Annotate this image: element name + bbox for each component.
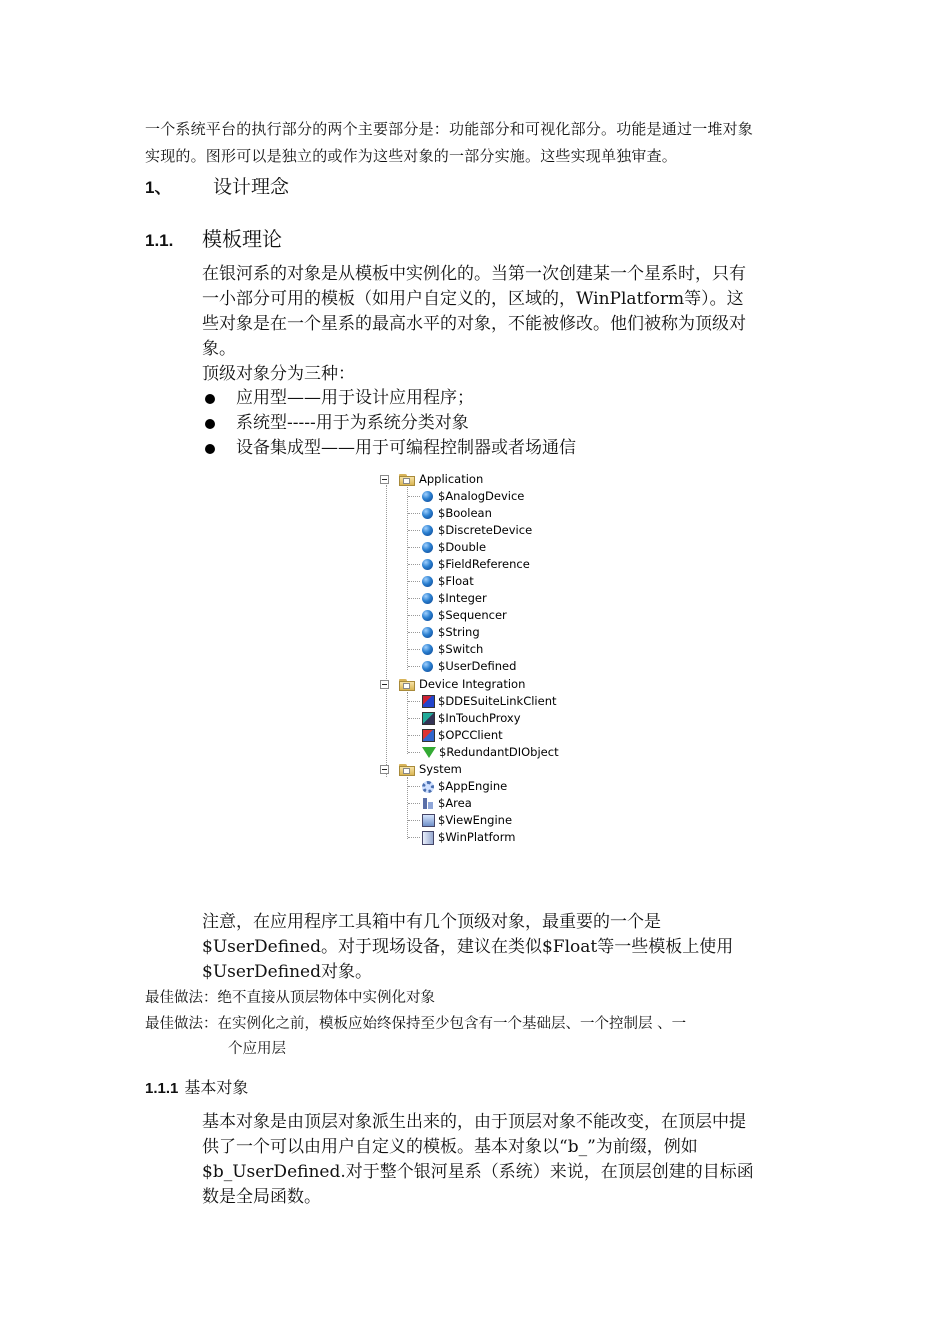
tree-item-label: $Area [438,796,472,810]
tree-item[interactable] [422,829,515,846]
sphere-icon [422,661,433,672]
tree-item[interactable] [422,795,472,812]
sphere-icon [422,610,433,621]
sphere-icon [422,559,433,570]
folder-icon [399,763,416,776]
paragraph-line: $b_UserDefined.对于整个银河星系（系统）来说，在顶层创建的目标函 [202,1162,754,1182]
tree-item-label: $ViewEngine [438,813,513,827]
tree-folder-label: System [419,762,462,776]
gear-icon [422,781,434,793]
base-objects-paragraph [202,1110,814,1210]
tree-item[interactable] [422,573,474,590]
best-practice-2-continued [228,1038,286,1061]
paragraph-line: 供了一个可以由用户自定义的模板。基本对象以“b_”为前缀，例如 [202,1137,698,1157]
paragraph-line: $UserDefined对象。 [202,962,372,982]
tree-folder-label: Application [419,472,484,486]
tree-item[interactable] [422,522,532,539]
tree-item[interactable] [422,488,524,505]
section-number: 1.1.1 [145,1080,179,1097]
folder-icon [399,473,416,486]
tree-item[interactable] [422,658,516,675]
tree-item[interactable] [422,727,503,744]
sphere-icon [422,627,433,638]
sphere-icon [422,542,433,553]
tree-item-label: $FieldReference [438,557,530,571]
note-paragraph [202,910,814,985]
intro-paragraph [145,116,815,170]
list-item-text: 设备集成型——用于可编程控制器或者场通信 [236,438,576,458]
sphere-icon [422,525,433,536]
tree-item-label: $Float [438,574,474,588]
intouch-icon [422,712,435,725]
tree-item[interactable] [422,505,492,522]
list-item [202,386,576,411]
sphere-icon [422,508,433,519]
tree-item[interactable] [422,812,512,829]
tree-item-label: $DDESuiteLinkClient [438,694,557,708]
best-practice-text: 绝不直接从顶层物体中实例化对象 [217,990,435,1006]
collapse-toggle-icon[interactable] [380,680,389,689]
bullet-icon [205,444,215,454]
area-icon [422,797,434,810]
tree-item-label: $String [438,625,480,639]
folder-icon [399,678,416,691]
intro-line: 一个系统平台的执行部分的两个主要部分是：功能部分和可视化部分。功能是通过一堆对象 [145,120,754,138]
list-item [202,436,576,461]
list-item [202,411,576,436]
view-engine-icon [422,814,435,827]
intro-line: 实现的。图形可以是独立的或作为这些对象的一部分实施。这些实现单独审查。 [145,147,678,165]
tree-folder-application[interactable] [380,471,483,488]
best-practice-text: 个应用层 [228,1041,286,1057]
section-number: 1.1. [145,231,174,250]
tree-connector [407,487,408,670]
tree-item-label: $InTouchProxy [438,711,521,725]
tree-item-label: $UserDefined [438,659,517,673]
tree-folder-device-integration[interactable] [380,676,525,693]
tree-item-label: $AnalogDevice [438,489,525,503]
platform-icon [422,831,434,845]
tree-item-label: $WinPlatform [438,830,516,844]
section-title: 模板理论 [202,227,282,251]
section-number: 1、 [145,178,172,197]
tree-item[interactable] [422,556,530,573]
best-practice-label: 最佳做法： [145,990,218,1006]
section-title: 基本对象 [184,1078,249,1097]
paragraph-line: 顶级对象分为三种： [202,364,355,384]
paragraph-line: 基本对象是由顶层对象派生出来的，由于顶层对象不能改变，在顶层中提 [202,1112,746,1132]
object-types-list [202,386,576,461]
tree-item-label: $AppEngine [438,779,508,793]
paragraph-line: 一小部分可用的模板（如用户自定义的，区域的，WinPlatform等）。这 [202,289,744,309]
template-theory-paragraph [202,262,814,387]
tree-folder-system[interactable] [380,761,462,778]
tree-item[interactable] [422,539,486,556]
tree-item-label: $Double [438,540,487,554]
tree-item-label: $Switch [438,642,484,656]
section-heading-1-1-1 [145,1075,248,1098]
tree-item[interactable] [422,624,480,641]
paragraph-line: 数是全局函数。 [202,1187,321,1207]
tree-item-label: $Integer [438,591,487,605]
dde-icon [422,695,435,708]
best-practice-text: 在实例化之前，模板应始终保持至少包含有一个基础层、一个控制层 、一 [217,1016,687,1032]
tree-folder-label: Device Integration [419,677,526,691]
best-practice-2 [145,1013,686,1036]
redundant-icon [422,747,436,758]
sphere-icon [422,576,433,587]
tree-connector [386,485,387,777]
template-toolbox-tree [380,470,580,850]
paragraph-line: 些对象是在一个星系的最高水平的对象，不能被修改。他们被称为顶级对 [202,314,746,334]
sphere-icon [422,593,433,604]
tree-item-label: $RedundantDIObject [439,745,559,759]
paragraph-line: 注意，在应用程序工具箱中有几个顶级对象，最重要的一个是 [202,912,661,932]
opc-icon [422,729,435,742]
sphere-icon [422,644,433,655]
best-practice-label: 最佳做法： [145,1016,218,1032]
tree-item[interactable] [422,590,487,607]
collapse-toggle-icon[interactable] [380,475,389,484]
paragraph-line: $UserDefined。对于现场设备，建议在类似$Float等一些模板上使用 [202,937,734,957]
tree-item[interactable] [422,641,483,658]
list-item-text: 系统型-----用于为系统分类对象 [236,413,469,433]
bullet-icon [205,419,215,429]
tree-item[interactable] [422,710,521,727]
section-title: 设计理念 [213,176,290,198]
bullet-icon [205,394,215,404]
tree-item-label: $DiscreteDevice [438,523,533,537]
paragraph-line: 在银河系的对象是从模板中实例化的。当第一次创建某一个星系时，只有 [202,264,746,284]
list-item-text: 应用型——用于设计应用程序； [236,388,474,408]
tree-item-label: $OPCClient [438,728,503,742]
tree-item[interactable] [422,693,557,710]
tree-item-label: $Boolean [438,506,492,520]
paragraph-line: 象。 [202,339,236,359]
tree-item[interactable] [422,778,507,795]
tree-item[interactable] [422,744,559,761]
tree-item-label: $Sequencer [438,608,507,622]
sphere-icon [422,491,433,502]
tree-item[interactable] [422,607,507,624]
section-heading-1 [145,172,289,199]
collapse-toggle-icon[interactable] [380,765,389,774]
best-practice-1 [145,987,435,1010]
section-heading-1-1 [145,223,282,252]
